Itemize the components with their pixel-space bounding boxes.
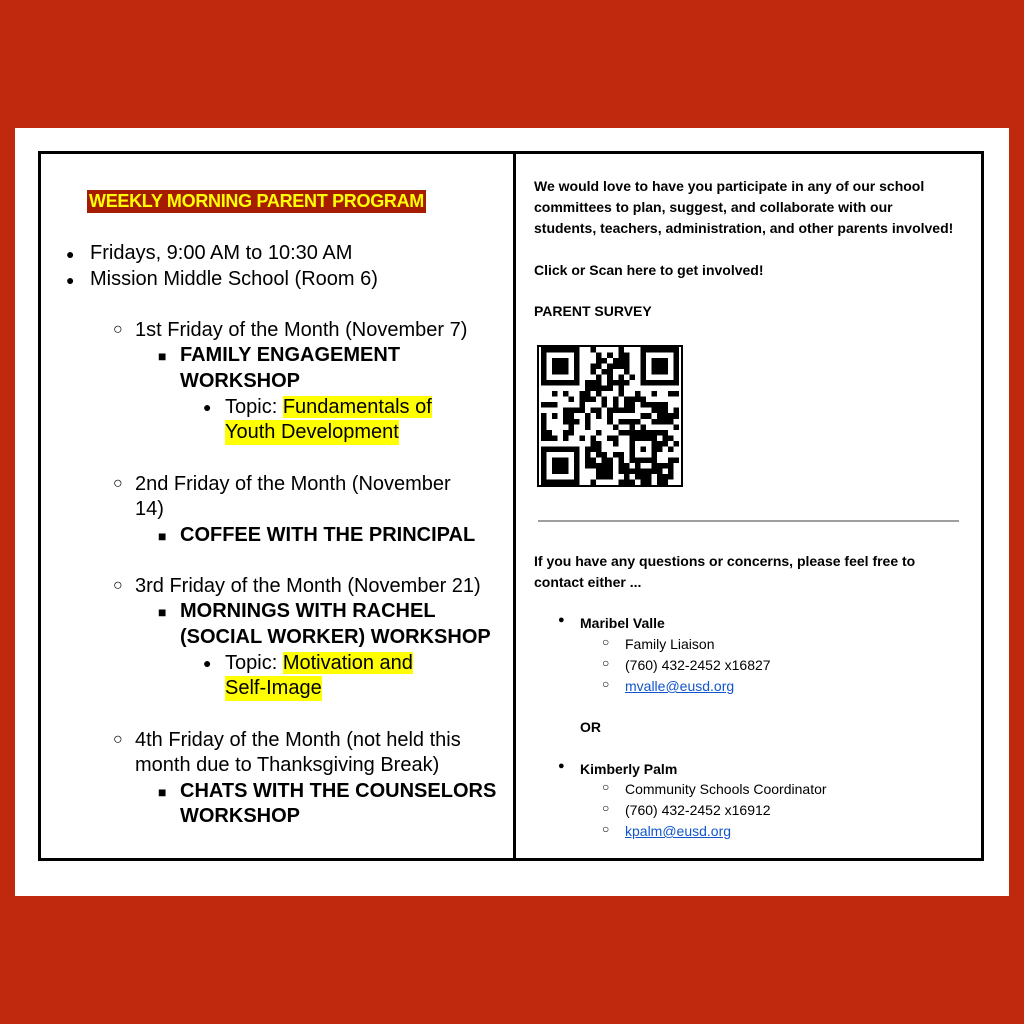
intro-text: committees to plan, suggest, and collaborate with our: [534, 199, 893, 215]
topic-value: Fundamentals of: [282, 396, 432, 418]
circle-bullet-icon: ○: [602, 780, 610, 794]
topic-line: [225, 651, 413, 676]
intro-text: students, teachers, administration, and other parents involved!: [534, 220, 954, 236]
square-bullet-icon: ■: [158, 604, 167, 620]
topic-value: Youth Development: [225, 421, 399, 443]
contact-email-link[interactable]: mvalle@eusd.org: [625, 678, 735, 694]
cta-text[interactable]: Click or Scan here to get involved!: [534, 262, 764, 278]
contact-phone: (760) 432-2452 x16912: [625, 802, 771, 818]
bullet-icon: ●: [558, 760, 565, 772]
location-text: Mission Middle School (Room 6): [90, 268, 378, 290]
qr-pattern: [539, 347, 681, 485]
topic-value: Motivation and: [282, 652, 413, 674]
friday-heading: 4th Friday of the Month (not held this: [135, 729, 461, 751]
friday-heading: month due to Thanksgiving Break): [135, 754, 440, 776]
section-rule: [538, 520, 959, 522]
event-name: FAMILY ENGAGEMENT: [180, 344, 401, 366]
bullet-icon: ●: [66, 272, 75, 288]
topic-label: Topic:: [225, 396, 283, 418]
friday-heading: 2nd Friday of the Month (November: [135, 473, 451, 495]
circle-bullet-icon: ○: [602, 801, 610, 815]
questions-text: contact either ...: [534, 574, 642, 590]
or-label: OR: [580, 719, 601, 735]
bullet-icon: ●: [203, 399, 212, 415]
event-name: (SOCIAL WORKER) WORKSHOP: [180, 626, 491, 648]
questions-text: If you have any questions or concerns, please feel free to: [534, 553, 916, 569]
contact-name: Maribel Valle: [580, 615, 665, 631]
event-name: WORKSHOP: [180, 805, 300, 827]
bullet-icon: ●: [203, 655, 212, 671]
parent-survey-label[interactable]: PARENT SURVEY: [534, 303, 652, 319]
program-title: WEEKLY MORNING PARENT PROGRAM: [89, 191, 424, 211]
qr-code-icon[interactable]: [537, 345, 683, 487]
schedule-text: Fridays, 9:00 AM to 10:30 AM: [90, 242, 353, 264]
friday-heading: 3rd Friday of the Month (November 21): [135, 575, 481, 597]
intro-text: We would love to have you participate in any of our school: [534, 178, 925, 194]
circle-bullet-icon: ○: [113, 321, 123, 338]
event-name: WORKSHOP: [180, 370, 300, 392]
column-divider: [513, 154, 516, 858]
event-name: COFFEE WITH THE PRINCIPAL: [180, 524, 476, 546]
contact-phone: (760) 432-2452 x16827: [625, 657, 771, 673]
bullet-icon: ●: [558, 614, 565, 626]
circle-bullet-icon: ○: [602, 822, 610, 836]
friday-heading: 1st Friday of the Month (November 7): [135, 319, 468, 341]
topic-line: [225, 395, 432, 420]
bullet-icon: ●: [66, 246, 75, 262]
contact-name: Kimberly Palm: [580, 761, 678, 777]
circle-bullet-icon: ○: [602, 635, 610, 649]
square-bullet-icon: ■: [158, 348, 167, 364]
event-name: CHATS WITH THE COUNSELORS: [180, 780, 497, 802]
circle-bullet-icon: ○: [602, 677, 610, 691]
topic-label: Topic:: [225, 652, 283, 674]
friday-heading: 14): [135, 498, 164, 520]
contact-role: Family Liaison: [625, 636, 715, 652]
contact-role: Community Schools Coordinator: [625, 781, 827, 797]
square-bullet-icon: ■: [158, 784, 167, 800]
circle-bullet-icon: ○: [113, 577, 123, 594]
circle-bullet-icon: ○: [113, 731, 123, 748]
square-bullet-icon: ■: [158, 528, 167, 544]
contact-email-link[interactable]: kpalm@eusd.org: [625, 823, 732, 839]
topic-value: Self-Image: [225, 677, 322, 699]
event-name: MORNINGS WITH RACHEL: [180, 600, 436, 622]
circle-bullet-icon: ○: [113, 475, 123, 492]
circle-bullet-icon: ○: [602, 656, 610, 670]
